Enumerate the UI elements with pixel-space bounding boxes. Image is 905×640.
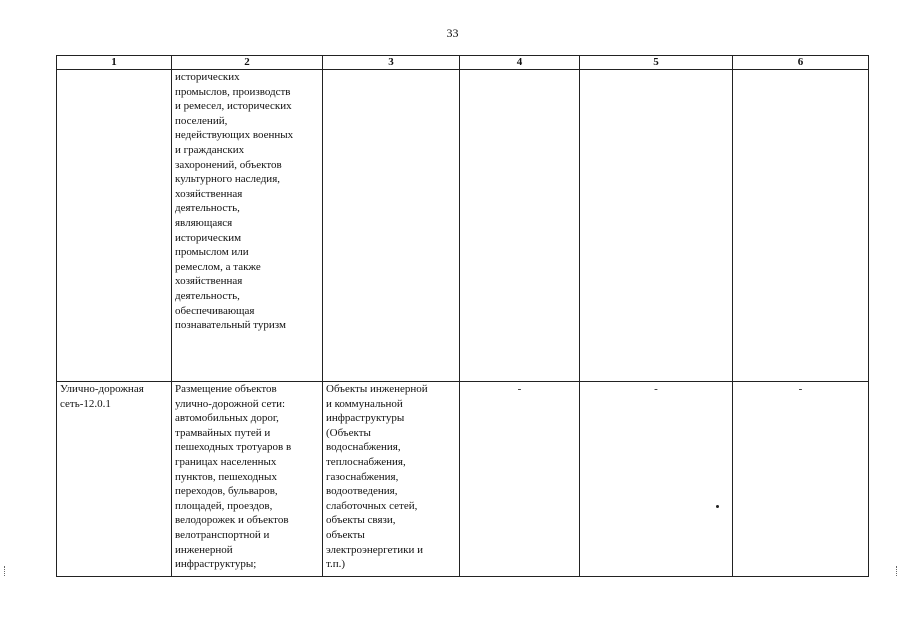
- description-text: Размещение объектов улично-дорожной сети: автомобильных дорог, трамвайных путей и пешеходных тротуаров в границах населенных пунктов, пешеходных переходов, бульваров, площадей, проездов, велодорожек и объектов велотранспортной и инженерной инфраструктуры;: [175, 383, 292, 571]
- use-type-text: Улично-дорожная сеть-12.0.1: [60, 383, 144, 410]
- table-cell: [323, 70, 460, 382]
- regulations-table: [56, 55, 869, 577]
- description-text: исторических промыслов, производств и ремесел, исторических поселений, недействующих военных и гражданских захоронений, объектов культурного наследия, хозяйственная деятельность, являющаяся историческим промыслом или ремеслом, а также хозяйственная деятельность, обеспечивающая познавательный туризм: [175, 71, 294, 332]
- auxiliary-text: Объекты инженерной и коммунальной инфраструктуры (Объекты водоснабжения, теплоснабжения, газоснабжения, водоотведения, слаботочных сетей, объекты связи, объекты электроэнергетики и т.п.): [326, 383, 428, 571]
- page-number: 33: [446, 26, 459, 40]
- column-header-5: 5: [580, 56, 733, 70]
- column-header-3: 3: [323, 56, 460, 70]
- table-cell-description: [172, 382, 323, 577]
- column-header-2: 2: [172, 56, 323, 70]
- dash-text: -: [798, 383, 803, 395]
- table-cell: [733, 70, 869, 382]
- table-header-row: [57, 56, 869, 70]
- table-cell-description: [172, 70, 323, 382]
- table-row: [57, 382, 869, 577]
- table-cell: [460, 70, 580, 382]
- column-header-1: 1: [57, 56, 172, 70]
- table-cell: [580, 382, 733, 577]
- column-header-6: 6: [733, 56, 869, 70]
- table-row: [57, 70, 869, 382]
- margin-mark: [4, 566, 7, 576]
- table-cell: [733, 382, 869, 577]
- dash-text: -: [517, 383, 522, 395]
- table-cell-use-type: [57, 382, 172, 577]
- dash-text: -: [654, 383, 658, 395]
- table-cell: [460, 382, 580, 577]
- scan-speck: [716, 505, 719, 508]
- margin-mark: [896, 566, 899, 576]
- table-cell: [580, 70, 733, 382]
- column-header-4: 4: [460, 56, 580, 70]
- table-cell: [57, 70, 172, 382]
- table-cell-auxiliary: [323, 382, 460, 577]
